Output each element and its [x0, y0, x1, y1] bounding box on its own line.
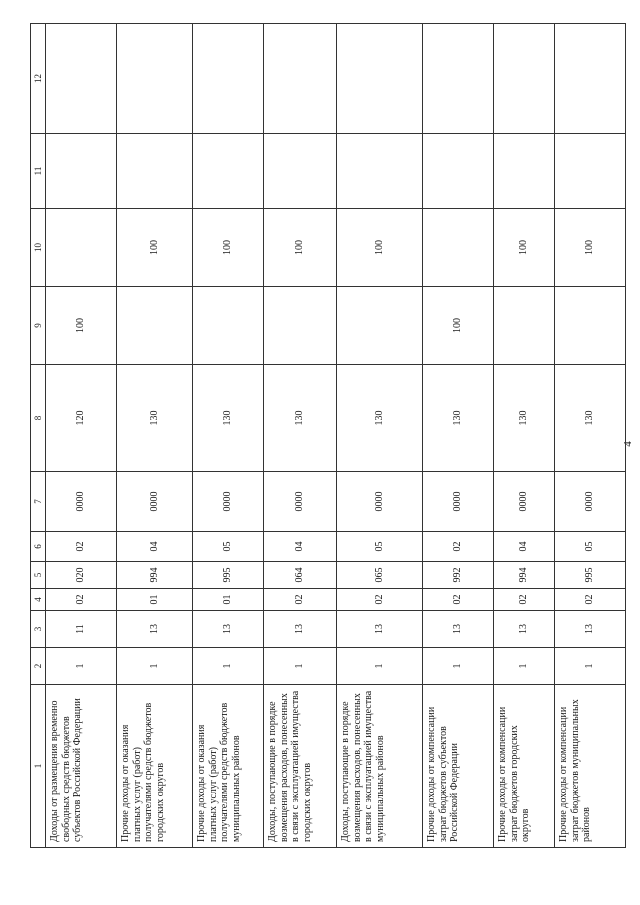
- code-cell-col-9: [117, 287, 193, 365]
- column-number: 4: [31, 589, 46, 611]
- code-cell-col-4: 02: [337, 589, 423, 611]
- code-cell-col-7: 0000: [46, 472, 117, 532]
- code-cell-col-12: [117, 24, 193, 134]
- code-cell-col-10: 100: [264, 209, 337, 287]
- code-cell-col-3: 13: [337, 611, 423, 648]
- code-cell-col-6: 05: [337, 532, 423, 562]
- code-cell-col-3: 13: [193, 611, 264, 648]
- code-cell-col-10: 100: [337, 209, 423, 287]
- code-cell-col-2: 1: [117, 648, 193, 685]
- code-cell-col-7: 0000: [494, 472, 555, 532]
- code-cell-col-8: 120: [46, 365, 117, 472]
- code-cell-col-5: 992: [423, 562, 494, 589]
- code-cell-col-8: 130: [193, 365, 264, 472]
- code-cell-col-4: 02: [46, 589, 117, 611]
- code-cell-col-7: 0000: [337, 472, 423, 532]
- code-cell-col-11: [117, 134, 193, 209]
- column-number: 8: [31, 365, 46, 472]
- column-number: 11: [31, 134, 46, 209]
- code-cell-col-8: 130: [555, 365, 626, 472]
- code-cell-col-8: 130: [117, 365, 193, 472]
- code-cell-col-5: 994: [117, 562, 193, 589]
- code-cell-col-8: 130: [264, 365, 337, 472]
- column-number: 10: [31, 209, 46, 287]
- code-cell-col-8: 130: [423, 365, 494, 472]
- code-cell-col-2: 1: [494, 648, 555, 685]
- code-cell-col-11: [193, 134, 264, 209]
- code-cell-col-3: 13: [117, 611, 193, 648]
- code-cell-col-5: 995: [193, 562, 264, 589]
- column-number: 9: [31, 287, 46, 365]
- code-cell-col-11: [494, 134, 555, 209]
- code-cell-col-10: 100: [117, 209, 193, 287]
- code-cell-col-9: 100: [46, 287, 117, 365]
- code-cell-col-3: 13: [423, 611, 494, 648]
- code-cell-col-10: 100: [494, 209, 555, 287]
- table-row: [337, 24, 423, 848]
- revenue-name-cell: Прочие доходы от компенсации затрат бюджетов субъектов Российской Федерации: [423, 685, 494, 848]
- code-cell-col-9: 100: [423, 287, 494, 365]
- code-cell-col-8: 130: [337, 365, 423, 472]
- code-cell-col-2: 1: [337, 648, 423, 685]
- code-cell-col-2: 1: [46, 648, 117, 685]
- revenue-name-cell: Прочие доходы от оказания платных услуг (работ) получателями средств бюджетов городских округов: [117, 685, 193, 848]
- column-number: 7: [31, 472, 46, 532]
- code-cell-col-2: 1: [423, 648, 494, 685]
- code-cell-col-5: 994: [494, 562, 555, 589]
- code-cell-col-9: [193, 287, 264, 365]
- code-cell-col-9: [337, 287, 423, 365]
- code-cell-col-12: [337, 24, 423, 134]
- code-cell-col-6: 02: [46, 532, 117, 562]
- code-cell-col-6: 04: [117, 532, 193, 562]
- revenue-name-cell: Прочие доходы от компенсации затрат бюджетов городских округов: [494, 685, 555, 848]
- revenue-name-cell: Прочие доходы от компенсации затрат бюджетов муниципальных районов: [555, 685, 626, 848]
- code-cell-col-4: 02: [264, 589, 337, 611]
- table-row: [423, 24, 494, 848]
- code-cell-col-7: 0000: [193, 472, 264, 532]
- table-row: [494, 24, 555, 848]
- code-cell-col-12: [193, 24, 264, 134]
- revenue-name-cell: Доходы, поступающие в порядке возмещения расходов, понесенных в связи с эксплуатацией имущества муниципальных районов: [337, 685, 423, 848]
- table-row: [555, 24, 626, 848]
- code-cell-col-2: 1: [193, 648, 264, 685]
- code-cell-col-10: [423, 209, 494, 287]
- code-cell-col-4: 02: [423, 589, 494, 611]
- page-number: 4: [622, 441, 634, 447]
- code-cell-col-9: [494, 287, 555, 365]
- code-cell-col-3: 13: [555, 611, 626, 648]
- column-number: 1: [31, 685, 46, 848]
- code-cell-col-9: [264, 287, 337, 365]
- revenue-name-cell: Доходы от размещения временно свободных средств бюджетов субъектов Российской Федерации: [46, 685, 117, 848]
- code-cell-col-6: 02: [423, 532, 494, 562]
- code-cell-col-9: [555, 287, 626, 365]
- table-row: [46, 24, 117, 848]
- column-number: 3: [31, 611, 46, 648]
- code-cell-col-11: [337, 134, 423, 209]
- code-cell-col-4: 02: [494, 589, 555, 611]
- code-cell-col-5: 020: [46, 562, 117, 589]
- code-cell-col-6: 04: [264, 532, 337, 562]
- column-number-row: [31, 24, 46, 848]
- table-row: [117, 24, 193, 848]
- code-cell-col-5: 065: [337, 562, 423, 589]
- code-cell-col-12: [494, 24, 555, 134]
- code-cell-col-12: [555, 24, 626, 134]
- code-cell-col-7: 0000: [117, 472, 193, 532]
- code-cell-col-4: 01: [117, 589, 193, 611]
- code-cell-col-3: 11: [46, 611, 117, 648]
- code-cell-col-11: [264, 134, 337, 209]
- code-cell-col-4: 02: [555, 589, 626, 611]
- code-cell-col-12: [423, 24, 494, 134]
- code-cell-col-7: 0000: [264, 472, 337, 532]
- code-cell-col-5: 995: [555, 562, 626, 589]
- code-cell-col-11: [555, 134, 626, 209]
- code-cell-col-10: 100: [555, 209, 626, 287]
- table-row: [264, 24, 337, 848]
- revenue-classification-sheet: [30, 24, 595, 848]
- code-cell-col-2: 1: [555, 648, 626, 685]
- code-cell-col-12: [264, 24, 337, 134]
- column-number: 12: [31, 24, 46, 134]
- code-cell-col-3: 13: [264, 611, 337, 648]
- revenue-name-cell: Прочие доходы от оказания платных услуг (работ) получателями средств бюджетов муниципальных районов: [193, 685, 264, 848]
- code-cell-col-7: 0000: [555, 472, 626, 532]
- code-cell-col-3: 13: [494, 611, 555, 648]
- revenue-name-cell: Доходы, поступающие в порядке возмещения расходов, понесенных в связи с эксплуатацией имущества городских округов: [264, 685, 337, 848]
- column-number: 5: [31, 562, 46, 589]
- code-cell-col-10: [46, 209, 117, 287]
- code-cell-col-11: [46, 134, 117, 209]
- code-cell-col-7: 0000: [423, 472, 494, 532]
- column-number: 2: [31, 648, 46, 685]
- code-cell-col-6: 05: [193, 532, 264, 562]
- code-cell-col-5: 064: [264, 562, 337, 589]
- code-cell-col-8: 130: [494, 365, 555, 472]
- table-row: [193, 24, 264, 848]
- code-cell-col-11: [423, 134, 494, 209]
- column-number: 6: [31, 532, 46, 562]
- revenue-table: [30, 23, 626, 848]
- code-cell-col-4: 01: [193, 589, 264, 611]
- code-cell-col-12: [46, 24, 117, 134]
- code-cell-col-6: 05: [555, 532, 626, 562]
- code-cell-col-10: 100: [193, 209, 264, 287]
- code-cell-col-2: 1: [264, 648, 337, 685]
- code-cell-col-6: 04: [494, 532, 555, 562]
